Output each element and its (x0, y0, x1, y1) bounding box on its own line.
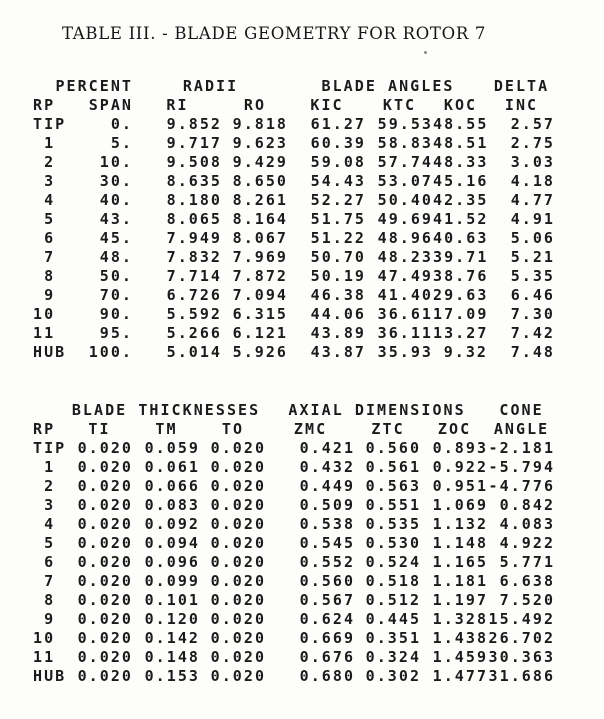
value-cell: 6.726 (166, 286, 223, 304)
row-label-cell: 1 (33, 134, 56, 152)
value-cell: 8.065 (166, 210, 223, 228)
value-cell: 0.020 (210, 439, 267, 457)
col-header-to: TO (221, 420, 245, 438)
value-cell: 1.148 (432, 534, 489, 552)
value-cell: 0.020 (210, 591, 267, 609)
value-cell: 45. (99, 229, 134, 247)
col-header-rp: RP (33, 420, 56, 438)
table-thicknesses-axial-dimensions (33, 401, 555, 686)
table-row (33, 305, 555, 324)
row-label-cell: 2 (33, 477, 56, 495)
value-cell: 50. (99, 267, 134, 285)
value-cell: 0.020 (77, 629, 133, 647)
value-cell: 36.11 (377, 324, 434, 342)
value-cell: 31.686 (488, 667, 556, 685)
row-label-cell: 8 (33, 267, 56, 285)
value-cell: 0.538 (299, 515, 356, 533)
row-label-cell: 3 (33, 172, 56, 190)
value-cell: 0.020 (77, 572, 133, 590)
value-cell: 43.87 (310, 343, 367, 361)
value-cell: 38.76 (433, 267, 489, 285)
value-cell: 36.61 (377, 305, 434, 323)
col-header-inc: INC (504, 96, 539, 114)
value-cell: 0.563 (365, 477, 422, 495)
table-row (33, 515, 555, 534)
value-cell: 90. (99, 305, 134, 323)
col-header-ktc: KTC (382, 96, 417, 114)
row-label-cell: 5 (33, 534, 56, 552)
table-row (33, 343, 555, 362)
value-cell: 53.07 (377, 172, 434, 190)
value-cell: 0.552 (299, 553, 356, 571)
col-header-zmc: ZMC (293, 420, 328, 438)
row-label-cell: 10 (33, 629, 56, 647)
group-header-row (33, 77, 555, 96)
row-label-cell: 6 (33, 553, 56, 571)
value-cell: 57.74 (377, 153, 434, 171)
value-cell: 7.520 (499, 591, 556, 609)
value-cell: 0.099 (144, 572, 200, 590)
table-row (33, 458, 555, 477)
value-cell: 0.020 (210, 534, 267, 552)
value-cell: 39.71 (433, 248, 489, 266)
col-header-rp: RP (33, 96, 56, 114)
value-cell: 50.40 (377, 191, 434, 209)
value-cell: 41.52 (433, 210, 489, 228)
row-label-cell: 11 (33, 648, 56, 666)
value-cell: 0.893 (432, 439, 489, 457)
row-label-cell: 3 (33, 496, 56, 514)
value-cell: 0.842 (499, 496, 556, 514)
value-cell: 59.08 (310, 153, 367, 171)
value-cell: 7.714 (166, 267, 223, 285)
value-cell: 48.96 (377, 229, 434, 247)
value-cell: 0.669 (299, 629, 356, 647)
value-cell: 1.459 (432, 648, 489, 666)
value-cell: 9.852 (166, 115, 223, 133)
value-cell: 7.42 (510, 324, 556, 342)
value-cell: 5.592 (166, 305, 223, 323)
value-cell: 0.101 (144, 591, 200, 609)
col-header-tm: TM (155, 420, 178, 438)
value-cell: 0.083 (144, 496, 200, 514)
value-cell: 13.27 (433, 324, 489, 342)
value-cell: 6.315 (232, 305, 289, 323)
value-cell: 0.020 (210, 515, 267, 533)
table-row (33, 629, 555, 648)
value-cell: -4.776 (488, 477, 556, 495)
value-cell: 7.832 (166, 248, 223, 266)
table-row (33, 572, 555, 591)
value-cell: 60.39 (310, 134, 367, 152)
value-cell: 51.75 (310, 210, 367, 228)
table-title: TABLE III. - BLADE GEOMETRY FOR ROTOR 7 (62, 24, 487, 43)
value-cell: 45.16 (433, 172, 489, 190)
value-cell: 50.70 (310, 248, 367, 266)
group-header-percent: PERCENT (55, 77, 134, 95)
value-cell: 1.197 (432, 591, 489, 609)
value-cell: 59.53 (377, 115, 434, 133)
value-cell: 48.55 (433, 115, 489, 133)
value-cell: 0.922 (432, 458, 489, 476)
value-cell: 4.922 (499, 534, 556, 552)
group-header-spacer (33, 401, 66, 420)
value-cell: 0.560 (365, 439, 422, 457)
value-cell: 0.551 (365, 496, 422, 514)
row-label-cell: 11 (33, 324, 56, 342)
value-cell: 9.429 (232, 153, 289, 171)
row-label-cell: 2 (33, 153, 56, 171)
value-cell: 0.535 (365, 515, 422, 533)
value-cell: 8.635 (166, 172, 223, 190)
value-cell: 2.57 (510, 115, 556, 133)
value-cell: 0.020 (77, 667, 133, 685)
col-header-angle: ANGLE (493, 420, 550, 438)
value-cell: 1.165 (432, 553, 489, 571)
group-header-axial-dimensions: AXIAL DIMENSIONS (288, 401, 466, 419)
value-cell: 7.872 (232, 267, 289, 285)
value-cell: 5.266 (166, 324, 223, 342)
value-cell: 1.477 (432, 667, 489, 685)
col-header-ri: RI (166, 96, 189, 114)
value-cell: 0.680 (299, 667, 356, 685)
value-cell: 7.094 (232, 286, 289, 304)
value-cell: 5.926 (232, 343, 289, 361)
value-cell: 48.51 (433, 134, 489, 152)
table-radii-blade-angles (33, 77, 555, 362)
value-cell: 54.43 (310, 172, 367, 190)
table-row (33, 134, 555, 153)
row-label-cell: 9 (33, 610, 56, 628)
value-cell: 8.067 (232, 229, 289, 247)
value-cell: 44.06 (310, 305, 367, 323)
value-cell: 26.702 (488, 629, 556, 647)
table-row (33, 172, 555, 191)
value-cell: 0.445 (365, 610, 422, 628)
table-row (33, 553, 555, 572)
value-cell: 52.27 (310, 191, 367, 209)
value-cell: 46.38 (310, 286, 367, 304)
value-cell: 47.49 (377, 267, 434, 285)
value-cell: 8.650 (232, 172, 289, 190)
value-cell: 0.324 (365, 648, 422, 666)
value-cell: 48. (99, 248, 134, 266)
value-cell: 4.91 (510, 210, 556, 228)
value-cell: 51.22 (310, 229, 367, 247)
group-header-cone: CONE (499, 401, 544, 419)
group-header-blade-thicknesses: BLADE THICKNESSES (71, 401, 261, 419)
value-cell: 0.020 (210, 458, 267, 476)
value-cell: 0.020 (77, 439, 133, 457)
value-cell: 5.014 (166, 343, 223, 361)
value-cell: 30.363 (488, 648, 556, 666)
row-label-cell: TIP (33, 115, 67, 133)
value-cell: 0.518 (365, 572, 422, 590)
value-cell: 1.069 (432, 496, 489, 514)
value-cell: 0.059 (144, 439, 200, 457)
value-cell: 43. (99, 210, 134, 228)
value-cell: 58.83 (377, 134, 434, 152)
value-cell: 0.020 (77, 648, 133, 666)
value-cell: 0.142 (144, 629, 200, 647)
value-cell: 0.120 (144, 610, 200, 628)
value-cell: 50.19 (310, 267, 367, 285)
value-cell: 40.63 (433, 229, 489, 247)
column-header-row (33, 96, 555, 115)
value-cell: 6.46 (510, 286, 556, 304)
value-cell: 17.09 (433, 305, 489, 323)
value-cell: 35.93 (377, 343, 434, 361)
table-row (33, 286, 555, 305)
table-row (33, 191, 555, 210)
value-cell: 0.020 (77, 534, 133, 552)
row-label-cell: 10 (33, 305, 56, 323)
value-cell: 29.63 (433, 286, 489, 304)
value-cell: 5. (110, 134, 134, 152)
group-header-blade-angles: BLADE ANGLES (321, 77, 455, 95)
value-cell: 4.18 (510, 172, 556, 190)
column-header-row (33, 420, 555, 439)
value-cell: 0.061 (144, 458, 200, 476)
value-cell: 4.083 (499, 515, 556, 533)
value-cell: -5.794 (488, 458, 556, 476)
table-row (33, 439, 555, 458)
value-cell: 4.77 (510, 191, 556, 209)
value-cell: 1.132 (432, 515, 489, 533)
value-cell: 7.969 (232, 248, 289, 266)
table-row (33, 153, 555, 172)
value-cell: 1.438 (432, 629, 489, 647)
col-header-ztc: ZTC (371, 420, 405, 438)
table-row (33, 667, 555, 686)
value-cell: 0.020 (210, 629, 267, 647)
value-cell: -2.181 (488, 439, 556, 457)
row-label-cell: 5 (33, 210, 56, 228)
col-header-kic: KIC (310, 96, 344, 114)
value-cell: 48.33 (433, 153, 489, 171)
value-cell: 0.094 (144, 534, 200, 552)
value-cell: 95. (99, 324, 134, 342)
col-header-ro: RO (243, 96, 267, 114)
value-cell: 30. (99, 172, 134, 190)
value-cell: 100. (88, 343, 134, 361)
value-cell: 0.421 (299, 439, 356, 457)
table-row (33, 610, 555, 629)
value-cell: 42.35 (433, 191, 489, 209)
table-row (33, 229, 555, 248)
value-cell: 0.624 (299, 610, 356, 628)
value-cell: 1.181 (432, 572, 489, 590)
value-cell: 5.35 (510, 267, 556, 285)
row-label-cell: 4 (33, 191, 56, 209)
value-cell: 0.020 (210, 648, 267, 666)
group-header-radii: RADII (182, 77, 239, 95)
value-cell: 5.771 (499, 553, 556, 571)
row-label-cell: 7 (33, 572, 56, 590)
table-row (33, 324, 555, 343)
table-row (33, 648, 555, 667)
table-row (33, 591, 555, 610)
value-cell: 10. (99, 153, 134, 171)
value-cell: 0.020 (77, 553, 133, 571)
value-cell: 0.560 (299, 572, 356, 590)
value-cell: 0.676 (299, 648, 356, 666)
value-cell: 0.020 (77, 458, 133, 476)
table-row (33, 534, 555, 553)
row-label-cell: 8 (33, 591, 56, 609)
group-header-row (33, 401, 555, 420)
table-row (33, 477, 555, 496)
table-row (33, 115, 555, 134)
col-header-koc: KOC (443, 96, 478, 114)
row-label-cell: TIP (33, 439, 67, 457)
value-cell: 0.020 (210, 553, 267, 571)
value-cell: 0.524 (365, 553, 422, 571)
value-cell: 0.302 (365, 667, 422, 685)
row-label-cell: 6 (33, 229, 56, 247)
value-cell: 49.69 (377, 210, 434, 228)
value-cell: 7.30 (510, 305, 556, 323)
row-label-cell: 4 (33, 515, 56, 533)
value-cell: 8.180 (166, 191, 223, 209)
value-cell: 9.32 (443, 343, 489, 361)
table-row (33, 496, 555, 515)
value-cell: 0.020 (210, 572, 267, 590)
value-cell: 5.06 (510, 229, 556, 247)
value-cell: 5.21 (510, 248, 556, 266)
value-cell: 0.066 (144, 477, 200, 495)
value-cell: 9.508 (166, 153, 223, 171)
value-cell: 15.492 (488, 610, 556, 628)
value-cell: 61.27 (310, 115, 367, 133)
value-cell: 0.020 (77, 477, 133, 495)
value-cell: 0.020 (210, 610, 267, 628)
value-cell: 0.509 (299, 496, 356, 514)
value-cell: 70. (99, 286, 134, 304)
value-cell: 0.153 (144, 667, 200, 685)
value-cell: 0. (110, 115, 134, 133)
value-cell: 0.020 (77, 591, 133, 609)
value-cell: 0.020 (210, 667, 267, 685)
value-cell: 0.512 (365, 591, 422, 609)
value-cell: 7.48 (510, 343, 556, 361)
value-cell: 0.096 (144, 553, 200, 571)
value-cell: 48.23 (377, 248, 434, 266)
value-cell: 8.164 (232, 210, 289, 228)
row-label-cell: 1 (33, 458, 56, 476)
value-cell: 0.530 (365, 534, 422, 552)
value-cell: 0.020 (77, 610, 133, 628)
value-cell: 40. (99, 191, 134, 209)
value-cell: 7.949 (166, 229, 223, 247)
col-header-ti: TI (88, 420, 111, 438)
value-cell: 9.717 (166, 134, 223, 152)
table-row (33, 248, 555, 267)
col-header-zoc: ZOC (437, 420, 472, 438)
value-cell: 9.818 (232, 115, 289, 133)
value-cell: 0.545 (299, 534, 356, 552)
value-cell: 0.020 (77, 515, 133, 533)
value-cell: 9.623 (232, 134, 289, 152)
table-row (33, 210, 555, 229)
value-cell: 0.449 (299, 477, 356, 495)
value-cell: 0.432 (299, 458, 356, 476)
col-header-span: SPAN (88, 96, 134, 114)
row-label-cell: HUB (33, 343, 67, 361)
scan-artifact-dot (424, 51, 427, 54)
value-cell: 0.020 (210, 477, 267, 495)
value-cell: 2.75 (510, 134, 556, 152)
value-cell: 0.020 (210, 496, 267, 514)
value-cell: 0.092 (144, 515, 200, 533)
value-cell: 0.561 (365, 458, 422, 476)
value-cell: 0.951 (432, 477, 489, 495)
group-header-delta: DELTA (493, 77, 550, 95)
value-cell: 0.020 (77, 496, 133, 514)
value-cell: 0.567 (299, 591, 356, 609)
value-cell: 0.148 (144, 648, 200, 666)
value-cell: 3.03 (510, 153, 556, 171)
value-cell: 41.40 (377, 286, 434, 304)
value-cell: 6.638 (499, 572, 556, 590)
value-cell: 43.89 (310, 324, 367, 342)
value-cell: 0.351 (365, 629, 422, 647)
row-label-cell: 7 (33, 248, 56, 266)
value-cell: 8.261 (232, 191, 289, 209)
value-cell: 6.121 (232, 324, 289, 342)
row-label-cell: HUB (33, 667, 67, 685)
row-label-cell: 9 (33, 286, 56, 304)
table-row (33, 267, 555, 286)
value-cell: 1.328 (432, 610, 489, 628)
